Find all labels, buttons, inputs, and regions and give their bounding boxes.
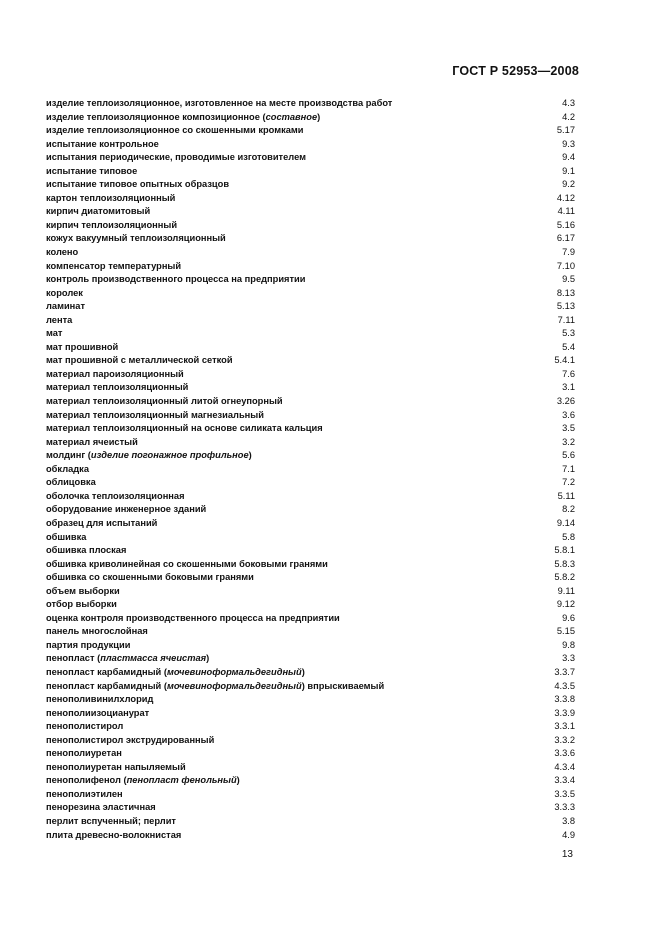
index-term [46, 598, 117, 612]
index-term [46, 111, 320, 125]
index-term [46, 666, 305, 680]
index-term [46, 815, 176, 829]
index-term-part: контроль производственного процесса на предприятии [46, 274, 306, 285]
index-term-part: материал теплоизоляционный [46, 382, 189, 393]
index-term [46, 503, 206, 517]
index-entry [46, 111, 575, 125]
index-term [46, 151, 306, 165]
index-entry [46, 544, 575, 558]
index-term-part: пенополиуретан напыляемый [46, 761, 186, 772]
index-entry [46, 476, 575, 490]
index-reference-number: 3.3.7 [554, 666, 575, 677]
index-term-italic-part: изделие погонажное профильное [90, 450, 249, 461]
index-term [46, 707, 149, 721]
index-reference-number: 4.11 [557, 206, 575, 217]
index-term [46, 138, 159, 152]
index-term-part: лента [46, 314, 73, 325]
index-term [46, 788, 123, 802]
index-term [46, 124, 304, 138]
index-term-part: образец для испытаний [46, 517, 158, 528]
index-reference-number: 4.3.4 [554, 761, 575, 772]
index-term-part: оболочка теплоизоляционная [46, 490, 185, 501]
index-term-part: ламинат [46, 301, 86, 312]
index-entry [46, 639, 575, 653]
index-reference-number: 4.2 [562, 111, 575, 122]
index-term [46, 490, 185, 504]
index-reference-number: 3.3.3 [554, 802, 575, 813]
index-term-part: испытание типовое [46, 165, 138, 176]
index-reference-number: 7.10 [556, 260, 575, 271]
index-term [46, 544, 126, 558]
index-reference-number: 9.12 [556, 599, 575, 610]
index-term [46, 680, 384, 694]
index-entry [46, 151, 575, 165]
index-entry [46, 232, 575, 246]
index-reference-number: 3.6 [562, 409, 575, 420]
index-term-part: мат [46, 328, 63, 339]
index-reference-number: 9.3 [562, 138, 575, 149]
index-entry [46, 192, 575, 206]
index-reference-number: 9.1 [562, 165, 575, 176]
index-reference-number: 9.6 [562, 612, 575, 623]
index-term-part: пенополифенол ( [46, 775, 127, 786]
index-reference-number: 4.3 [562, 98, 575, 108]
index-term-part: мат прошивной с металлической сеткой [46, 355, 233, 366]
index-reference-number: 9.8 [562, 639, 575, 650]
index-term-part: оборудование инженерное зданий [46, 504, 207, 515]
index-term-part: пенополивинилхлорид [46, 694, 154, 705]
index-term-part: обкладка [46, 463, 89, 474]
index-term-part: испытание типовое опытных образцов [46, 179, 230, 190]
index-entry [46, 503, 575, 517]
index-entry [46, 761, 575, 775]
index-term-part: пенопласт карбамидный ( [46, 680, 167, 691]
index-reference-number: 3.5 [562, 423, 575, 434]
index-term-part: картон теплоизоляционный [46, 192, 176, 203]
index-reference-number: 7.9 [562, 247, 575, 258]
index-term-part: материал теплоизоляционный на основе силиката кальция [46, 423, 323, 434]
index-term-part: материал теплоизоляционный литой огнеупорный [46, 396, 283, 407]
index-entry [46, 436, 575, 450]
index-term-part: объем выборки [46, 585, 120, 596]
index-term-part: ) [317, 111, 321, 122]
index-term [46, 652, 209, 666]
index-term-part: плита древесно-волокнистая [46, 829, 182, 840]
index-term-part: пенопласт ( [46, 653, 101, 664]
index-reference-number: 9.11 [557, 585, 575, 596]
index-term-part: компенсатор температурный [46, 260, 182, 271]
index-term-part: кожух вакуумный теплоизоляционный [46, 233, 226, 244]
index-reference-number: 3.3.2 [554, 734, 575, 745]
index-term [46, 476, 96, 490]
index-term-part: отбор выборки [46, 599, 117, 610]
index-term [46, 734, 214, 748]
index-term-italic-part: пенопласт фенольный [126, 775, 237, 786]
index-reference-number: 4.9 [562, 829, 575, 840]
index-term [46, 381, 188, 395]
index-term [46, 354, 233, 368]
index-term [46, 829, 181, 843]
index-term [46, 327, 62, 341]
index-term [46, 273, 305, 287]
index-reference-number: 3.2 [562, 436, 575, 447]
index-term-part: мат прошивной [46, 341, 119, 352]
index-entry [46, 124, 575, 138]
index-entry [46, 260, 575, 274]
index-term [46, 625, 148, 639]
index-term-part: колено [46, 247, 79, 258]
index-term-part: изделие теплоизоляционное, изготовленное на месте производства работ [46, 98, 393, 108]
index-term [46, 232, 226, 246]
index-entry [46, 178, 575, 192]
index-term [46, 558, 328, 572]
index-term-italic-part: мочевиноформальдегидный [166, 680, 302, 691]
index-entry [46, 517, 575, 531]
index-reference-number: 9.2 [562, 179, 575, 190]
index-entry [46, 625, 575, 639]
index-term-part: пенополиэтилен [46, 788, 123, 799]
index-reference-number: 5.16 [556, 219, 575, 230]
index-term [46, 801, 156, 815]
index-term-part: пенорезина эластичная [46, 802, 156, 813]
index-term-part: пенополиуретан [46, 748, 122, 759]
index-reference-number: 5.8.3 [554, 558, 575, 569]
index-term-part: изделие теплоизоляционное композиционное ( [46, 111, 266, 122]
index-term-part: испытание контрольное [46, 138, 159, 149]
document-id-header: ГОСТ Р 52953—2008 [452, 64, 579, 78]
index-entry [46, 449, 575, 463]
index-reference-number: 5.8.1 [554, 545, 575, 556]
index-term [46, 422, 323, 436]
index-reference-number: 5.8.2 [554, 572, 575, 583]
index-term [46, 693, 153, 707]
index-reference-number: 5.6 [562, 450, 575, 461]
index-entry [46, 381, 575, 395]
index-term-part: партия продукции [46, 639, 131, 650]
index-term-part: испытания периодические, проводимые изготовителем [46, 152, 306, 163]
index-term-part: ) [206, 653, 210, 664]
index-term [46, 260, 181, 274]
index-reference-number: 5.15 [556, 626, 575, 637]
index-term [46, 246, 78, 260]
index-entry [46, 558, 575, 572]
index-term-part: кирпич теплоизоляционный [46, 219, 178, 230]
index-entry [46, 422, 575, 436]
index-entry [46, 801, 575, 815]
index-term-part: пенополистирол [46, 721, 124, 732]
index-term [46, 341, 118, 355]
index-reference-number: 3.3.1 [554, 721, 575, 732]
index-reference-number: 3.3 [562, 653, 575, 664]
index-reference-number: 7.1 [562, 463, 575, 474]
index-entry [46, 585, 575, 599]
index-term-part: обшивка со скошенными боковыми гранями [46, 572, 254, 583]
index-term [46, 747, 122, 761]
index-reference-number: 5.17 [556, 125, 575, 136]
index-reference-number: 6.17 [556, 233, 575, 244]
index-entry [46, 314, 575, 328]
index-entry [46, 815, 575, 829]
index-term [46, 463, 89, 477]
index-term [46, 517, 157, 531]
index-term [46, 178, 229, 192]
page-number: 13 [561, 849, 573, 860]
index-entry [46, 720, 575, 734]
index-reference-number: 3.3.6 [554, 748, 575, 759]
index-term-part: материал ячеистый [46, 436, 138, 447]
index-reference-number: 5.11 [557, 490, 575, 501]
index-term [46, 219, 177, 233]
index-reference-number: 5.4.1 [554, 355, 575, 366]
index-entry [46, 707, 575, 721]
index-reference-number: 7.2 [562, 477, 575, 488]
index-term [46, 314, 72, 328]
index-entry [46, 409, 575, 423]
index-entry [46, 287, 575, 301]
index-term-part: обшивка [46, 531, 87, 542]
index-reference-number: 5.4 [562, 341, 575, 352]
index-reference-number: 5.8 [562, 531, 575, 542]
index-reference-number: 9.14 [556, 517, 575, 528]
index-term [46, 368, 184, 382]
index-entry [46, 734, 575, 748]
index-term [46, 205, 150, 219]
index-reference-number: 7.11 [557, 314, 575, 325]
index-reference-number: 3.3.4 [554, 775, 575, 786]
index-term [46, 612, 340, 626]
index-entry [46, 300, 575, 314]
index-term-part: кирпич диатомитовый [46, 206, 151, 217]
index-entry [46, 205, 575, 219]
index-term-part: ) [301, 666, 305, 677]
index-term [46, 720, 123, 734]
index-reference-number: 8.2 [562, 504, 575, 515]
index-term-part: материал пароизоляционный [46, 368, 184, 379]
index-reference-number: 4.12 [556, 192, 575, 203]
index-term [46, 774, 240, 788]
index-entry [46, 788, 575, 802]
index-entry [46, 273, 575, 287]
index-term-part: обшивка плоская [46, 545, 127, 556]
index-reference-number: 5.3 [562, 328, 575, 339]
index-entry [46, 680, 575, 694]
index-term-italic-part: мочевиноформальдегидный [166, 666, 302, 677]
index-reference-number: 7.6 [562, 368, 575, 379]
index-term [46, 409, 264, 423]
index-term [46, 449, 252, 463]
index-entry [46, 354, 575, 368]
index-entry [46, 693, 575, 707]
index-entry [46, 341, 575, 355]
index-entry [46, 165, 575, 179]
index-entry [46, 463, 575, 477]
index-term-part: ) впрыскиваемый [301, 680, 385, 691]
index-entry [46, 666, 575, 680]
index-term-part: молдинг ( [46, 450, 91, 461]
index-entry [46, 598, 575, 612]
index-entry [46, 612, 575, 626]
index-entry [46, 571, 575, 585]
index-term-part: материал теплоизоляционный магнезиальный [46, 409, 264, 420]
index-reference-number: 8.13 [556, 287, 575, 298]
index-term [46, 436, 138, 450]
index-term-part: ) [248, 450, 252, 461]
index-term-part: перлит вспученный; перлит [46, 815, 176, 826]
index-entry [46, 747, 575, 761]
index-reference-number: 4.3.5 [554, 680, 575, 691]
index-reference-number: 9.5 [562, 274, 575, 285]
index-term-italic-part: пластмасса ячеистая [100, 653, 207, 664]
index-term-part: пенопласт карбамидный ( [46, 666, 167, 677]
index-term [46, 585, 120, 599]
index-entry [46, 97, 575, 111]
index-entry [46, 652, 575, 666]
index-entry [46, 246, 575, 260]
index-reference-number: 3.1 [562, 382, 575, 393]
index-entry [46, 368, 575, 382]
index-entry [46, 774, 575, 788]
index-term-part: пенополиизоцианурат [46, 707, 150, 718]
index-term [46, 300, 85, 314]
index-entry [46, 531, 575, 545]
index-term-part: обшивка криволинейная со скошенными боковыми гранями [46, 558, 328, 569]
index-entry [46, 490, 575, 504]
index-entry [46, 327, 575, 341]
index-entry [46, 138, 575, 152]
index-reference-number: 5.13 [556, 301, 575, 312]
index-term-part: оценка контроля производственного процесса на предприятии [46, 612, 340, 623]
index-term-part: изделие теплоизоляционное со скошенными кромками [46, 125, 304, 136]
index-term [46, 395, 283, 409]
index-entry [46, 829, 575, 843]
index-term [46, 531, 86, 545]
index-term-part: панель многослойная [46, 626, 148, 637]
index-term-italic-part: составное [265, 111, 318, 122]
index-reference-number: 9.4 [562, 152, 575, 163]
index-term-part: пенополистирол экструдированный [46, 734, 215, 745]
index-term [46, 192, 175, 206]
index-entry [46, 219, 575, 233]
index-term [46, 165, 137, 179]
index-reference-number: 3.3.9 [554, 707, 575, 718]
index-entry [46, 395, 575, 409]
index-reference-number: 3.8 [562, 815, 575, 826]
index-reference-number: 3.26 [556, 396, 575, 407]
index-term [46, 571, 254, 585]
index-term [46, 97, 392, 111]
index-term-part: королек [46, 287, 83, 298]
index-reference-number: 3.3.5 [554, 788, 575, 799]
index-term [46, 639, 130, 653]
index-term [46, 761, 186, 775]
index-term [46, 287, 83, 301]
index-term-part: ) [236, 775, 240, 786]
index-term-part: облицовка [46, 477, 96, 488]
index-reference-number: 3.3.8 [554, 694, 575, 705]
index-list [46, 97, 575, 842]
